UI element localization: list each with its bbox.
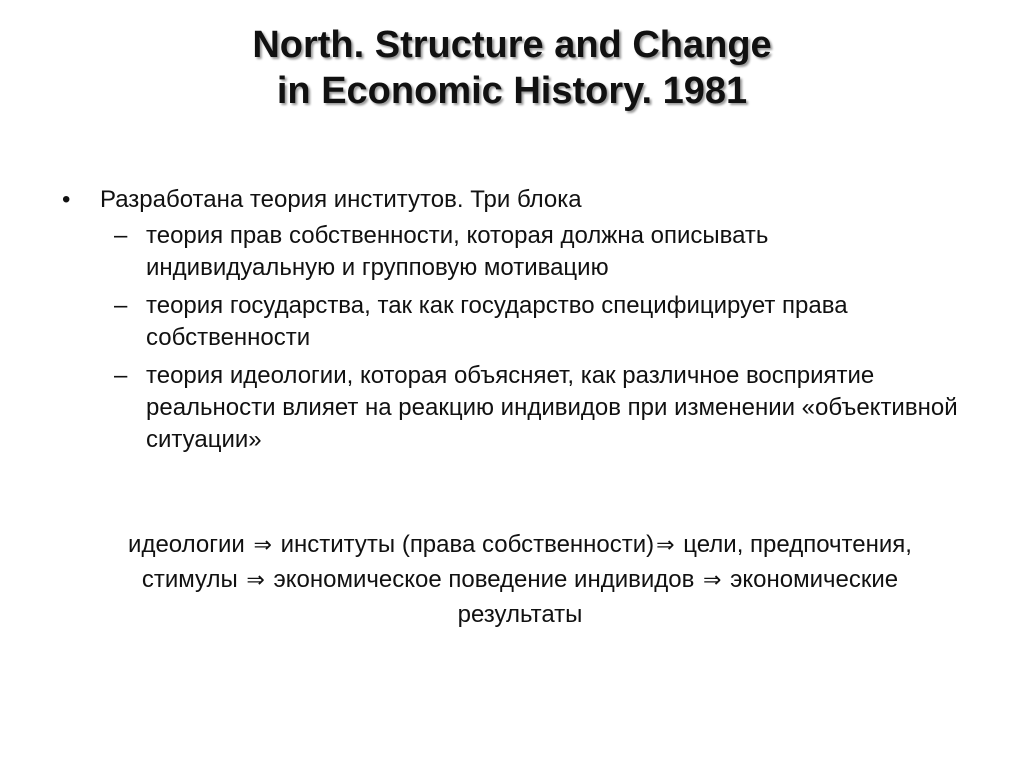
causal-chain-formula: [80, 528, 960, 632]
implies-arrow-icon: ⇒: [656, 533, 675, 558]
sub-item-text: теория прав собственности, которая должна описывать индивидуальную и групповую мотивацию: [146, 222, 769, 281]
bullet-text: Разработана теория институтов. Три блока: [100, 186, 582, 213]
title-line-2: in Economic History. 1981: [276, 70, 748, 112]
sub-item-text: теория идеологии, которая объясняет, как различное восприятие реальности влияет на реакцию индивидов при изменении «объективной ситуации»: [146, 362, 958, 453]
sub-item-text: теория государства, так как государство специфицирует права собственности: [146, 292, 848, 351]
sub-marker: –: [114, 292, 128, 319]
formula-part-behavior: экономическое поведение индивидов: [266, 566, 702, 593]
formula-part-results: экономические результаты: [457, 566, 899, 628]
bullet-item: [0, 184, 1024, 216]
bullet-marker: •: [62, 186, 71, 213]
slide-content: [0, 184, 1024, 462]
formula-part-goals: цели, предпочтения, стимулы: [141, 531, 912, 593]
title-line-1: North. Structure and Change: [252, 24, 772, 66]
implies-arrow-icon: ⇒: [253, 533, 272, 558]
formula-part-institutions: институты (права собственности): [273, 531, 655, 558]
implies-arrow-icon: ⇒: [246, 568, 265, 593]
implies-arrow-icon: ⇒: [703, 568, 722, 593]
sub-item-state: [0, 290, 1024, 354]
sub-item-ideology: [0, 360, 1024, 456]
slide-title: [0, 22, 1024, 114]
sub-item-property-rights: [0, 220, 1024, 284]
sub-marker: –: [114, 362, 128, 389]
formula-part-ideologies: идеологии: [128, 531, 252, 558]
sub-marker: –: [114, 222, 128, 249]
